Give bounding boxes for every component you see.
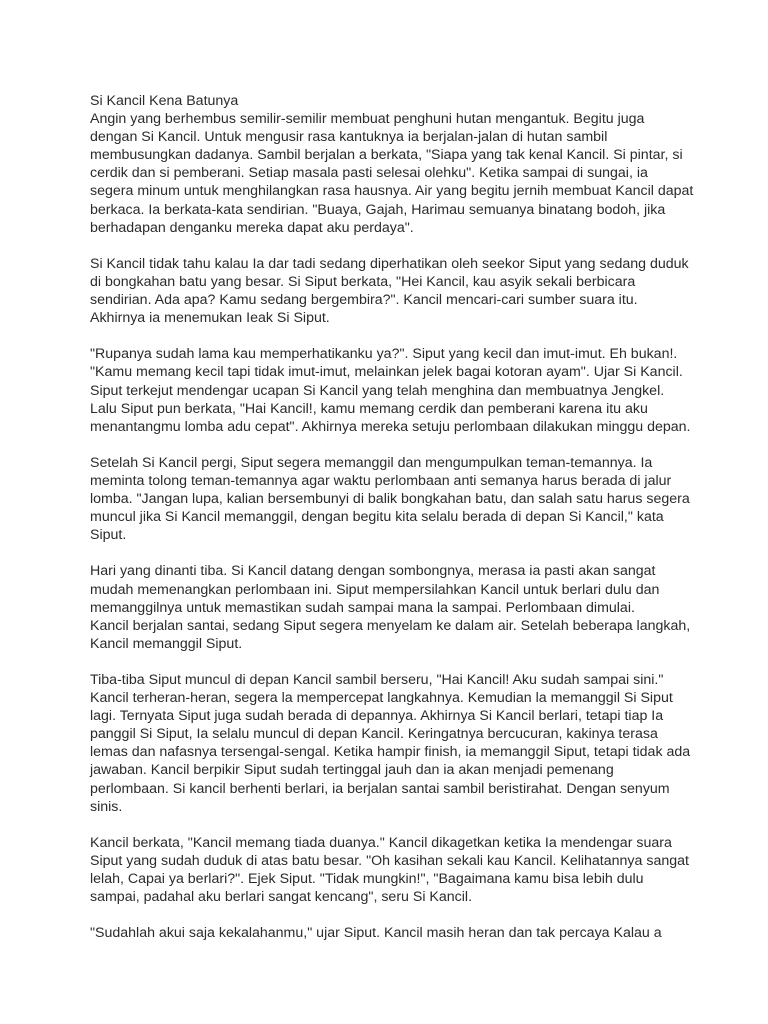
text-line: sendirian. Ada apa? Kamu sedang bergembira?". Kancil mencari-cari sumber suara itu. <box>90 292 638 309</box>
text-line: Kancil terheran-heran, segera la mempercepat langkahnya. Kemudian la memanggil Si Siput <box>90 690 673 707</box>
text-line: "Rupanya sudah lama kau memperhatikanku ya?". Siput yang kecil dan imut-imut. Eh bukan!. <box>90 346 678 363</box>
paragraph-7 <box>90 834 690 906</box>
text-line: "Sudahlah akui saja kekalahanmu," ujar Siput. Kancil masih heran dan tak percaya Kalau a <box>90 925 662 942</box>
paragraph-gap <box>90 653 690 671</box>
paragraph-4 <box>90 454 690 544</box>
text-line: Siput terkejut mendengar ucapan Si Kancil yang telah menghina dan membuatnya Jengkel. <box>90 382 665 399</box>
paragraph-gap <box>90 544 690 562</box>
paragraph-gap <box>90 906 690 924</box>
text-line: lomba. "Jangan lupa, kalian bersembunyi di balik bongkahan batu, dan salah satu harus segera <box>90 491 690 508</box>
text-line: Lalu Siput pun berkata, "Hai Kancil!, kamu memang cerdik dan pemberani karena itu aku <box>90 400 648 417</box>
document-title: Si Kancil Kena Batunya <box>90 93 239 109</box>
text-line: Hari yang dinanti tiba. Si Kancil datang dengan sombongnya, merasa ia pasti akan sangat <box>90 563 656 580</box>
text-line: dengan Si Kancil. Untuk mengusir rasa kantuknya ia berjalan-jalan di hutan sambil <box>90 129 608 146</box>
text-line: memanggilnya untuk memastikan sudah sampai mana la sampai. Perlombaan dimulai. <box>90 599 635 616</box>
paragraph-2 <box>90 255 690 327</box>
text-line: berhadapan denganku mereka dapat aku perdaya". <box>90 219 414 236</box>
text-line: cerdik dan si pemberani. Setiap masala pasti selesai olehku". Ketika sampai di sungai, ia <box>90 165 648 182</box>
text-line: Siput yang sudah duduk di atas batu besar. "Oh kasihan sekali kau Kancil. Kelihatannya sangat <box>90 852 689 869</box>
paragraph-3 <box>90 345 690 435</box>
paragraph-gap <box>90 237 690 255</box>
text-line: sinis. <box>90 798 123 815</box>
text-line: berkaca. Ia berkata-kata sendirian. "Buaya, Gajah, Harimau semuanya binatang bodoh, jika <box>90 201 666 218</box>
text-line: Kancil berkata, "Kancil memang tiada duanya." Kancil dikagetkan ketika Ia mendengar suara <box>90 834 672 851</box>
text-line: menantangmu lomba adu cepat". Akhirnya mereka setuju perlombaan dilakukan minggu depan. <box>90 418 691 435</box>
text-line: Kancil memanggil Siput. <box>90 635 243 652</box>
paragraph-gap <box>90 327 690 345</box>
paragraph-8 <box>90 924 690 942</box>
text-line: jawaban. Kancil berpikir Siput sudah tertinggal jauh dan ia akan menjadi pemenang <box>90 762 614 779</box>
text-line: Si Kancil tidak tahu kalau Ia dar tadi sedang diperhatikan oleh seekor Siput yang sedang duduk <box>90 255 689 272</box>
paragraph-gap <box>90 436 690 454</box>
text-line: meminta tolong teman-temannya agar waktu perlombaan anti semanya harus berada di jalur <box>90 472 672 489</box>
text-line: lelah, Capai ya berlari?". Ejek Siput. "Tidak mungkin!", "Bagaimana kamu bisa lebih dulu <box>90 871 644 888</box>
text-line: Tiba-tiba Siput muncul di depan Kancil sambil berseru, "Hai Kancil! Aku sudah sampai sini." <box>90 672 664 688</box>
text-line: sampai, padahal aku berlari sangat kencang", seru Si Kancil. <box>90 889 473 906</box>
text-line: "Kamu memang kecil tapi tidak imut-imut, melainkan jelek bagai kotoran ayam". Ujar Si Kancil. <box>90 364 683 381</box>
text-line: mudah memenangkan perlombaan ini. Siput mempersilahkan Kancil untuk berlari dulu dan <box>90 581 660 598</box>
document-page <box>90 92 694 942</box>
text-line: membusungkan dadanya. Sambil berjalan a berkata, "Siapa yang tak kenal Kancil. Si pintar, si <box>90 147 683 164</box>
text-line: Akhirnya ia menemukan Ieak Si Siput. <box>90 310 330 327</box>
text-line: segera minum untuk menghilangkan rasa hausnya. Air yang begitu jernih membuat Kancil dapat <box>90 183 694 200</box>
text-line: Siput. <box>90 527 127 544</box>
text-line: panggil Si Siput, Ia selalu muncul di depan Kancil. Keringatnya bercucuran, kakinya terasa <box>90 726 658 743</box>
paragraph-1 <box>90 110 694 237</box>
text-line: Angin yang berhembus semilir-semilir membuat penghuni hutan mengantuk. Begitu juga <box>90 111 645 128</box>
paragraph-5 <box>90 562 690 652</box>
text-line: Setelah Si Kancil pergi, Siput segera memanggil dan mengumpulkan teman-temannya. Ia <box>90 454 653 471</box>
text-line: perlombaan. Si kancil berhenti berlari, ia berjalan santai sambil beristirahat. Dengan senyum <box>90 780 670 797</box>
paragraph-gap <box>90 816 690 834</box>
text-line: lagi. Ternyata Siput juga sudah berada di depannya. Akhirnya Si Kancil berlari, tetapi tiap Ia <box>90 708 664 725</box>
text-line: muncul jika Si Kancil memanggil, dengan begitu kita selalu berada di depan Si Kancil," kata <box>90 509 664 526</box>
text-line: Kancil berjalan santai, sedang Siput segera menyelam ke dalam air. Setelah beberapa langkah, <box>90 617 691 634</box>
text-line: lemas dan nafasnya tersengal-sengal. Ketika hampir finish, ia memanggil Siput, tetapi tidak ada <box>90 744 691 761</box>
text-line: di bongkahan batu yang besar. Si Siput berkata, "Hei Kancil, kau asyik sekali berbicara <box>90 273 636 290</box>
paragraph-6 <box>90 671 690 816</box>
